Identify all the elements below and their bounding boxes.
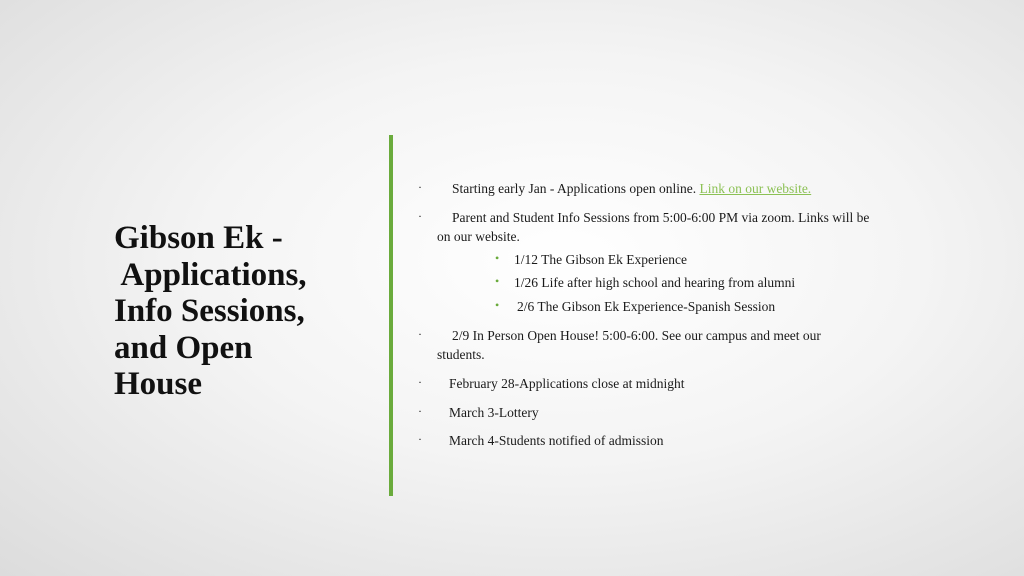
bullet-icon: ·: [418, 209, 422, 223]
accent-divider: [389, 135, 393, 496]
bullet-icon: ·: [418, 432, 422, 446]
bullet-lottery: March 3-Lottery: [449, 405, 539, 420]
bullet-applications-open: Starting early Jan - Applications open online. Link on our website.: [452, 181, 812, 196]
sub-bullet: 1/26 Life after high school and hearing from alumni: [514, 275, 796, 290]
website-link[interactable]: Link on our website.: [699, 181, 812, 196]
bullet-info-sessions-cont: on our website.: [437, 229, 520, 244]
bullet-open-house-cont: students.: [437, 347, 485, 362]
bullet-open-house: 2/9 In Person Open House! 5:00-6:00. See our campus and meet our: [452, 328, 821, 343]
sub-bullet: 2/6 The Gibson Ek Experience-Spanish Session: [517, 299, 776, 314]
green-bullet-icon: •: [495, 274, 500, 288]
bullet-icon: ·: [418, 375, 422, 389]
bullet-icon: ·: [418, 180, 422, 194]
green-bullet-icon: •: [495, 298, 500, 312]
bullet-icon: ·: [418, 327, 422, 341]
bullet-icon: ·: [418, 404, 422, 418]
bullet-notified: March 4-Students notified of admission: [449, 433, 664, 448]
sub-bullet: 1/12 The Gibson Ek Experience: [514, 252, 687, 267]
slide-title: Gibson Ek - Applications, Info Sessions, and Open House: [114, 220, 307, 402]
bullet-info-sessions: Parent and Student Info Sessions from 5:00-6:00 PM via zoom. Links will be: [452, 210, 870, 225]
green-bullet-icon: •: [495, 251, 500, 265]
bullet-applications-close: February 28-Applications close at midnight: [449, 376, 685, 391]
